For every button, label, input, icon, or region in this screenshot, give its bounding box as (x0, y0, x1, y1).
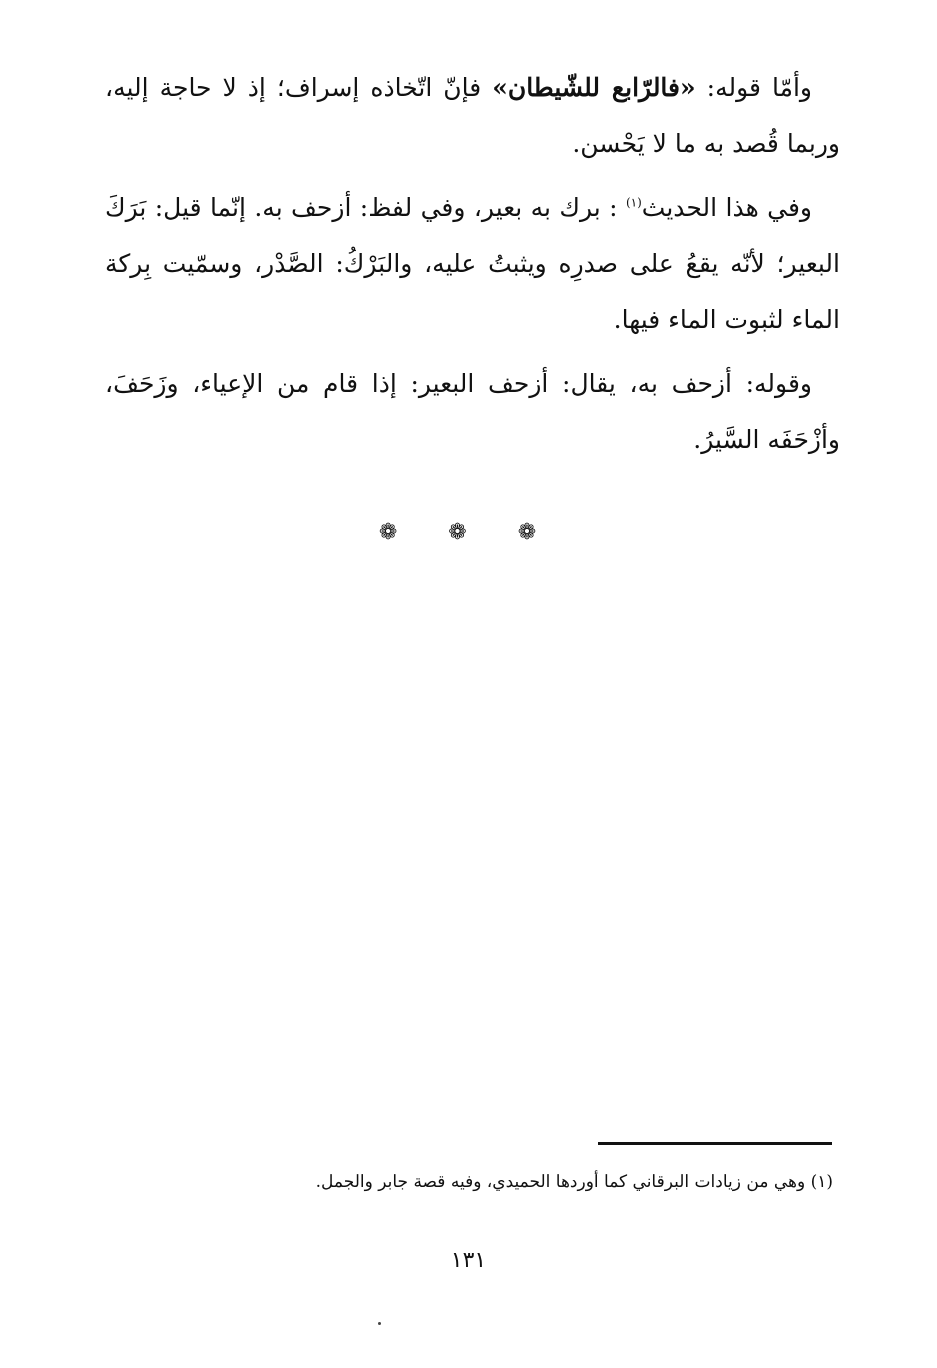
paragraph-2 (105, 180, 840, 348)
section-ornaments: ❁ ❁ ❁ (378, 520, 559, 545)
paragraph-1-text-before: وأمّا قوله: (695, 73, 812, 102)
paragraph-1 (105, 60, 840, 172)
footnote-text: (١) وهي من زيادات البرقاني كما أوردها الحميدي، وفيه قصة جابر والجمل. (315, 1172, 833, 1192)
paragraph-3 (105, 356, 840, 468)
print-speck (378, 1322, 381, 1325)
paragraph-1-quoted-phrase: «فالرّابع للشّيطان» (492, 73, 696, 102)
paragraph-2-text-after: : برك به بعير، وفي لفظ: أزحف به. إنّما قيل: بَرَكَ البعير؛ لأنّه يقعُ على صدرِه ويثبتُ عليه، والبَرْكُ: الصَّدْر، وسمّيت بِركة الماء لثبوت الماء فيها. (105, 193, 840, 334)
paragraph-2-text-before: وفي هذا الحديث (641, 193, 812, 222)
main-text (105, 60, 840, 476)
footnote-reference: (١) (625, 195, 642, 210)
footnote-separator-rule (598, 1142, 832, 1145)
paragraph-3-text: وقوله: أزحف به، يقال: أزحف البعير: إذا قام من الإعياء، وزَحَفَ، وأزْحَفَه السَّيرُ. (105, 369, 840, 454)
page-number: ١٣١ (450, 1248, 487, 1273)
paragraph-1-text-after: فإنّ اتّخاذه إسراف؛ إذ لا حاجة إليه، وربما قُصد به ما لا يَحْسن. (105, 73, 840, 158)
